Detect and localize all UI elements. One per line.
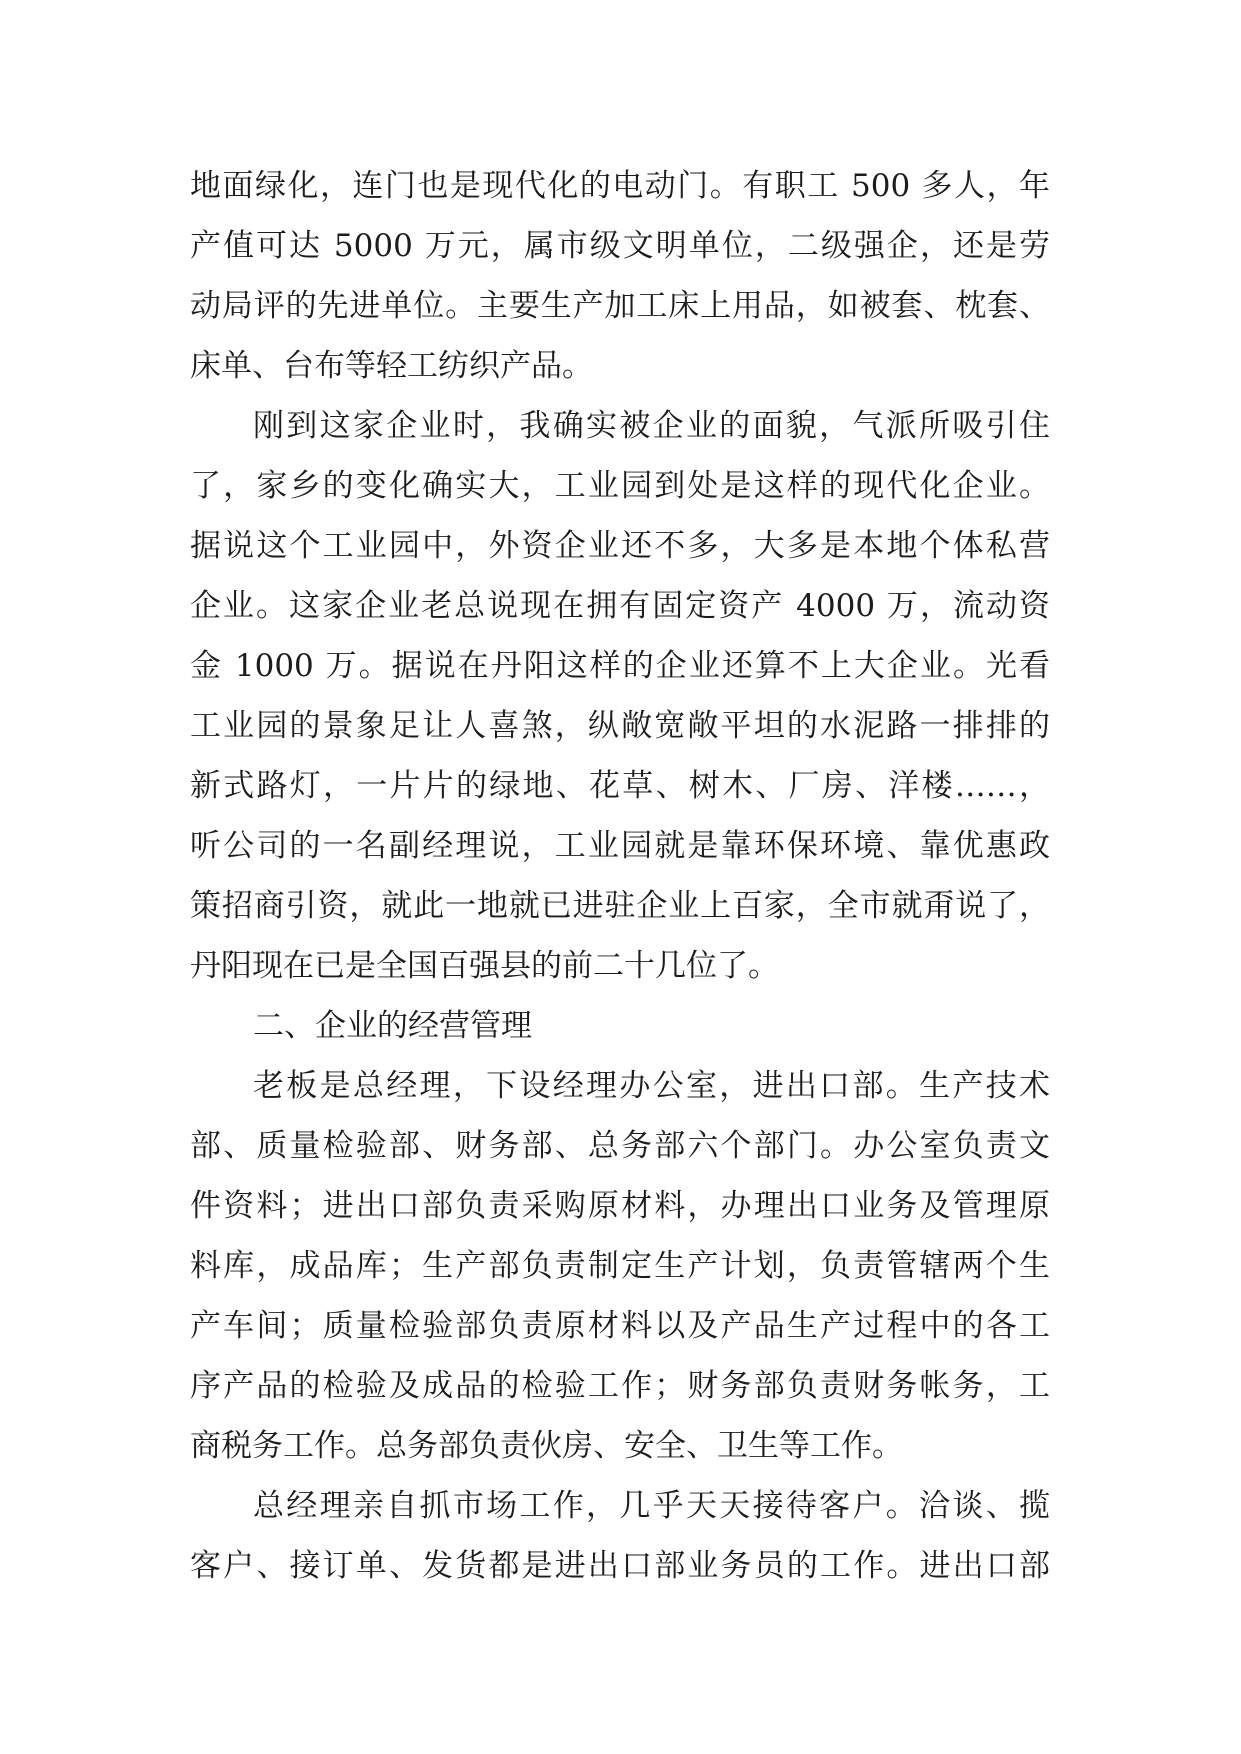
text-line: 新式路灯，一片片的绿地、花草、树木、厂房、洋楼……，	[190, 768, 1050, 804]
text-line: 部、质量检验部、财务部、总务部六个部门。办公室负责文	[190, 1128, 1050, 1164]
text-line: 商税务工作。总务部负责伙房、安全、卫生等工作。	[190, 1428, 903, 1464]
text-line: 企业。这家企业老总说现在拥有固定资产 4000 万，流动资	[190, 588, 1050, 624]
text-line: 策招商引资，就此一地就已进驻企业上百家，全市就甭说了，	[190, 888, 1050, 924]
text-line: 据说这个工业园中，外资企业还不多，大多是本地个体私营	[190, 528, 1050, 564]
text-line: 听公司的一名副经理说，工业园就是靠环保环境、靠优惠政	[190, 828, 1050, 864]
text-line: 件资料；进出口部负责采购原材料，办理出口业务及管理原	[190, 1188, 1050, 1224]
text-line: 料库，成品库；生产部负责制定生产计划，负责管辖两个生	[190, 1248, 1050, 1284]
text-line: 老板是总经理，下设经理办公室，进出口部。生产技术	[253, 1068, 1050, 1104]
text-line: 丹阳现在已是全国百强县的前二十几位了。	[190, 948, 779, 984]
text-line: 工业园的景象足让人喜煞，纵敞宽敞平坦的水泥路一排排的	[190, 708, 1050, 744]
text-line: 产车间；质量检验部负责原材料以及产品生产过程中的各工	[190, 1308, 1050, 1344]
text-line: 地面绿化，连门也是现代化的电动门。有职工 500 多人，年	[190, 168, 1050, 204]
text-line: 动局评的先进单位。主要生产加工床上用品，如被套、枕套、	[190, 288, 1050, 324]
text-line: 刚到这家企业时，我确实被企业的面貌，气派所吸引住	[253, 408, 1050, 444]
text-line: 了，家乡的变化确实大，工业园到处是这样的现代化企业。	[190, 468, 1050, 504]
text-line: 金 1000 万。据说在丹阳这样的企业还算不上大企业。光看	[190, 648, 1050, 684]
body-text	[190, 156, 1050, 1596]
text-line: 床单、台布等轻工纺织产品。	[190, 348, 593, 384]
section-heading: 二、企业的经营管理	[253, 1008, 532, 1044]
text-line: 总经理亲自抓市场工作，几乎天天接待客户。洽谈、揽	[253, 1488, 1050, 1524]
text-line: 序产品的检验及成品的检验工作；财务部负责财务帐务，工	[190, 1368, 1050, 1404]
text-line: 产值可达 5000 万元，属市级文明单位，二级强企，还是劳	[190, 228, 1050, 264]
text-line: 客户、接订单、发货都是进出口部业务员的工作。进出口部	[190, 1548, 1050, 1584]
